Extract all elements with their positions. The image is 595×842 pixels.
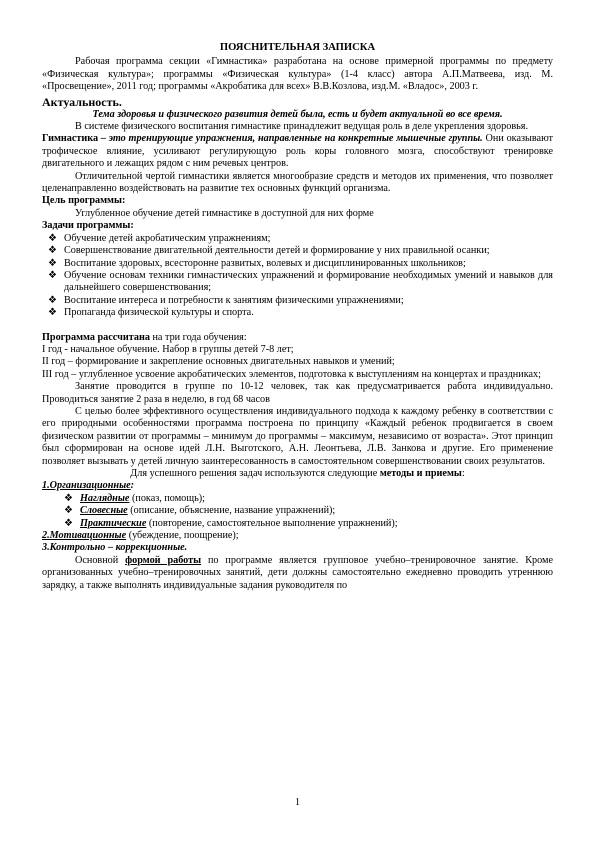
methods-group-2-title: 2.Мотивационные bbox=[42, 530, 127, 542]
task-text: Воспитание интереса и потребности к занятиям физическими упражнениями; bbox=[64, 294, 404, 306]
methods-lead bbox=[42, 468, 553, 480]
list-item bbox=[42, 505, 553, 517]
list-item bbox=[42, 270, 553, 295]
list-item bbox=[42, 233, 553, 245]
individual-approach-paragraph: С целью более эффективного осуществления индивидуального подхода к каждому ребенку в соответствии с его природными особенностями программа построена по принципу «Каждый ребенок продвигается в своем физическом развитии от программы – минимум до программы – максимум, независимо от возраста». Этот принцип был сформирован на основе идей Л.Н. Выготского, А.Н. Леонтьева, Л.В. Занкова и другие. Его применение позволяет вызывать у детей личную заинтересованность в самостоятельном совершенствовании своих результатов. bbox=[42, 405, 553, 467]
methods-group-2-desc: (убеждение, поощрение); bbox=[126, 530, 239, 542]
goal-text: Углубленное обучение детей гимнастике в доступной для них форме bbox=[75, 207, 374, 219]
bullet-icon: ❖ bbox=[48, 257, 57, 269]
methods-group-1 bbox=[42, 480, 553, 492]
relevance-paragraph-1: В системе физического воспитания гимнастике принадлежит ведущая роль в деле укрепления здоровья. bbox=[75, 121, 529, 133]
gymnastics-definition bbox=[42, 133, 553, 170]
work-form-pre: Основной bbox=[75, 554, 126, 566]
task-text: Воспитание здоровых, всесторонне развитых, волевых и дисциплинированных школьников; bbox=[64, 257, 466, 269]
tasks-heading: Задачи программы: bbox=[42, 220, 134, 232]
program-lead bbox=[42, 332, 553, 344]
page-number: 1 bbox=[295, 797, 300, 808]
work-form-paragraph bbox=[42, 555, 553, 592]
work-form-rest: по программе является групповое учебно–тренировочное занятие. Кроме организованных учебно–тренировочных занятий, дети должны самостоятельно ежедневно проводить утреннюю зарядку, а также выполнять индивидуальные задания руководителя по bbox=[42, 554, 553, 591]
intro-paragraph: Рабочая программа секции «Гимнастика» разработана на основе примерной программы по предмету «Физическая культура»; программы «Физическая культура» (1-4 класс) автора А.П.Матвеева, изд. М. «Просвещение», 2011 год; программы «Акробатика для всех» В.В.Козлова, изд.М. «Владос», 2003 г. bbox=[42, 56, 553, 93]
list-item bbox=[42, 307, 553, 319]
goal-heading: Цель программы: bbox=[42, 195, 126, 207]
bullet-icon: ❖ bbox=[48, 269, 57, 281]
tasks-list bbox=[42, 233, 553, 320]
spacer bbox=[42, 320, 553, 332]
task-text: Совершенствование двигательной деятельности детей и формирование у них правильной осанки; bbox=[64, 245, 490, 257]
program-year-3: III год – углубленное усвоение акробатических элементов, подготовка к выступлениям на концертах и праздниках; bbox=[42, 368, 541, 380]
bullet-icon: ❖ bbox=[64, 492, 73, 504]
list-item bbox=[42, 245, 553, 257]
method-term: Наглядные bbox=[80, 492, 130, 504]
program-lead-rest: на три года обучения: bbox=[149, 331, 247, 343]
bullet-icon: ❖ bbox=[48, 232, 57, 244]
task-text: Пропаганда физической культуры и спорта. bbox=[64, 307, 254, 319]
methods-group-2 bbox=[42, 530, 553, 542]
method-term: Словесные bbox=[80, 505, 128, 517]
bullet-icon: ❖ bbox=[48, 245, 57, 257]
task-text: Обучение основам техники гимнастических упражнений и формирование необходимых умений и навыков для дальнейшего совершенствования; bbox=[64, 269, 553, 294]
list-item bbox=[42, 295, 553, 307]
gymnastics-definition-text: – это тренирующие упражнения, направленные на конкретные мышечные группы. bbox=[98, 133, 483, 145]
bullet-icon: ❖ bbox=[64, 517, 73, 529]
relevance-paragraph-3: Отличительной чертой гимнастики является многообразие средств и методов их применения, что позволяет целенаправленно воздействовать на развитие тех основных функций организма. bbox=[42, 170, 553, 195]
program-year-1: I год - начальное обучение. Набор в группы детей 7-8 лет; bbox=[42, 343, 294, 355]
sessions-paragraph: Занятие проводится в группе по 10-12 человек, так как предусматривается работа индивидуально. Проводиться занятие 2 раза в неделю, в год 68 часов bbox=[42, 381, 553, 405]
bullet-icon: ❖ bbox=[48, 307, 57, 319]
work-form-bold: формой работы bbox=[125, 554, 202, 566]
method-term: Практические bbox=[80, 517, 147, 529]
methods-group-3: 3.Контрольно – коррекционные. bbox=[42, 542, 188, 554]
page-title: ПОЯСНИТЕЛЬНАЯ ЗАПИСКА bbox=[219, 42, 376, 53]
relevance-subtitle: Тема здоровья и физического развития детей была, есть и будет актуальной во все время. bbox=[92, 108, 503, 120]
methods-group-1-title: 1.Организационные bbox=[42, 480, 131, 492]
relevance-heading: Актуальность. bbox=[42, 94, 122, 109]
list-item bbox=[42, 493, 553, 505]
methods-group-1-end: : bbox=[130, 480, 135, 492]
methods-sub-list bbox=[42, 493, 553, 530]
method-desc: (показ, помощь); bbox=[129, 492, 205, 504]
method-desc: (описание, объяснение, название упражнений); bbox=[127, 505, 336, 517]
bullet-icon: ❖ bbox=[64, 505, 73, 517]
task-text: Обучение детей акробатическим упражнениям; bbox=[64, 232, 271, 244]
methods-lead-bold: методы и приемы bbox=[379, 468, 462, 479]
program-lead-bold: Программа рассчитана bbox=[42, 331, 150, 343]
methods-lead-end: : bbox=[461, 468, 465, 479]
bullet-icon: ❖ bbox=[48, 294, 57, 306]
list-item bbox=[42, 518, 553, 530]
method-desc: (повторение, самостоятельное выполнение упражнений); bbox=[146, 517, 398, 529]
gymnastics-definition-rest: Они оказывают трофическое влияние, усиливают регулирующую роль коры головного мозга, способствуют тренировке двигательного и лежащих рядом с ним речевых центров. bbox=[42, 133, 553, 170]
page-content bbox=[42, 42, 553, 592]
methods-lead-text: Для успешного решения задач используются следующие bbox=[130, 468, 380, 479]
list-item bbox=[42, 258, 553, 270]
program-year-2: II год – формирование и закрепление основных двигательных навыков и умений; bbox=[42, 356, 395, 368]
gymnastics-term: Гимнастика bbox=[42, 133, 99, 145]
